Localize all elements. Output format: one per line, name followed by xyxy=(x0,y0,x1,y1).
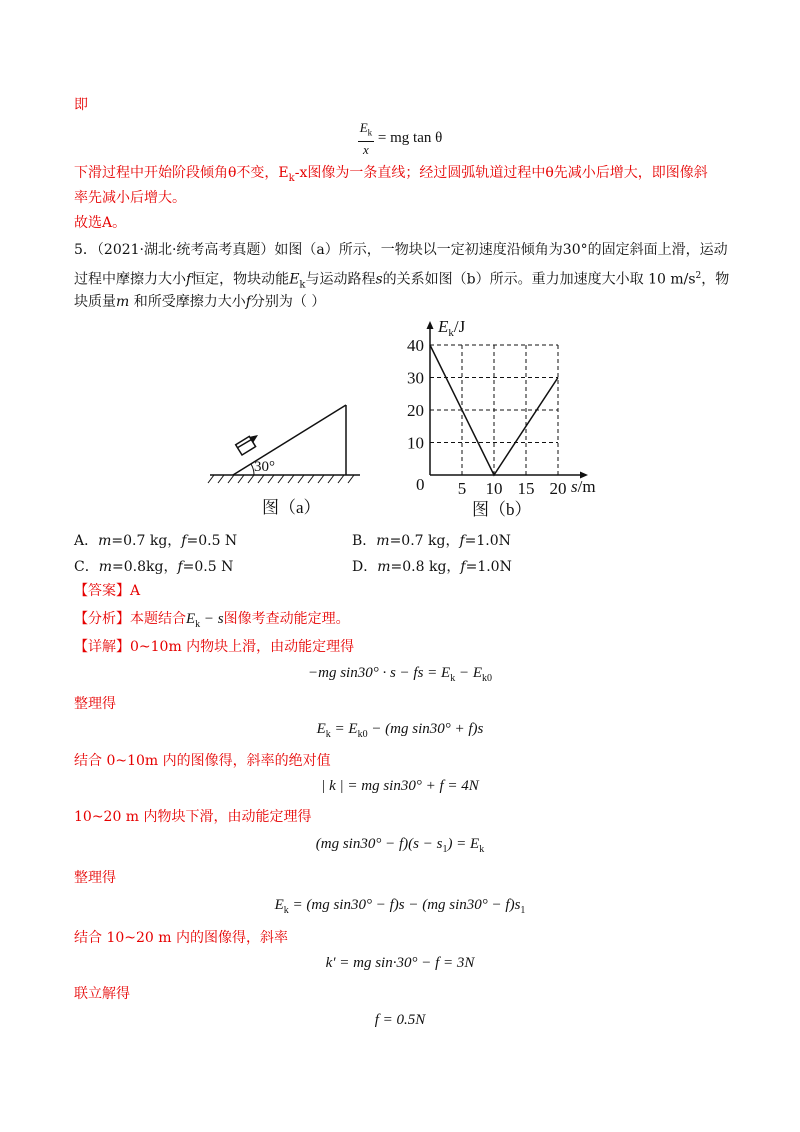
y-tick-label-10: 10 xyxy=(407,433,424,453)
question-line-1: 5．（2021·湖北·统考高考真题）如图（a）所示，一物块以一定初速度沿倾角为30°的固定斜面上滑，运动 xyxy=(74,242,728,258)
option-d[interactable]: D．m=0.8 kg，f=1.0N xyxy=(352,559,512,575)
chart-grid xyxy=(430,345,558,475)
equation-6: k′ = mg sin·30° − f = 3N xyxy=(325,955,475,971)
x-tick-label-5: 5 xyxy=(457,479,467,498)
detail-line: 【详解】0~10m 内物块上滑，由动能定理得 xyxy=(74,639,355,655)
angle-label: 30° xyxy=(254,459,275,475)
x-axis-label: s/m xyxy=(571,477,596,496)
figure-a-caption: 图（a） xyxy=(262,498,321,517)
equation-7: f = 0.5N xyxy=(374,1012,426,1028)
x-tick-label-10: 10 xyxy=(485,479,503,498)
x-tick-labels xyxy=(458,479,567,498)
text-zhengli-1: 整理得 xyxy=(74,696,116,712)
text-slope: 结合 10~20 m 内的图像得，斜率 xyxy=(74,930,288,946)
equation-2: $E_k = E_{k0} - (mg$ sin30° + f)s xyxy=(316,721,484,740)
text-solve: 联立解得 xyxy=(74,986,130,1002)
equation-5: $E_k = (mg$ sin30° − f)s − (mg $\sin 30^\circ - f)s_1$ xyxy=(274,897,526,916)
origin-label: 0 xyxy=(416,475,425,494)
text-zhengli-2: 整理得 xyxy=(74,870,116,886)
ground-hatching xyxy=(208,475,354,483)
y-tick-labels xyxy=(407,336,424,453)
answer-label: 【答案】A xyxy=(74,583,141,599)
question-line-3: 块质量m 和所受摩擦力大小f分别为（ ） xyxy=(74,294,326,310)
fraction: $\frac{E_k}{x}$ xyxy=(359,120,373,157)
option-c[interactable]: C．m=0.8kg，f=0.5 N xyxy=(74,559,234,575)
figure-b-chart xyxy=(400,312,610,522)
text-downhill: 10~20 m 内物块下滑，由动能定理得 xyxy=(74,809,312,825)
figure-b-caption: 图（b） xyxy=(472,500,532,519)
equation-3: | k | = mg sin30° + f = 4N xyxy=(321,778,479,794)
paragraph-line-1: 下滑过程中开始阶段倾角θ不变，$E_k-x$图像为一条直线；经过圆弧轨道过程中θ先减小后增大，即图像斜 xyxy=(74,165,708,184)
y-axis-label: $E_k/J$ xyxy=(438,317,466,339)
previous-answer: 故选A。 xyxy=(74,215,127,231)
equation-4: (mg $\sin 30^\circ - f)(s - s_1) = E_k$ xyxy=(315,836,485,855)
y-tick-label-40: 40 xyxy=(407,336,424,355)
y-axis-arrow-icon xyxy=(427,321,434,329)
option-b[interactable]: B．m=0.7 kg，f=1.0N xyxy=(352,533,511,549)
text-slope-abs: 结合 0~10m 内的图像得，斜率的绝对值 xyxy=(74,753,331,769)
question-line-2: 过程中摩擦力大小f恒定，物块动能$E_k$与运动路程s的关系如图（b）所示。重力加速度大小取 10 $m/s^2$，物 xyxy=(74,271,730,291)
text-ji: 即 xyxy=(74,97,88,113)
analysis-line: 【分析】本题结合$E_k - s$图像考查动能定理。 xyxy=(74,611,350,630)
formula-rhs: = mg tan θ xyxy=(377,130,443,147)
paragraph-line-2: 率先减小后增大。 xyxy=(74,190,186,206)
x-tick-label-15: 15 xyxy=(517,479,535,498)
figure-a-incline xyxy=(200,395,370,520)
formula-ek-over-x xyxy=(0,120,800,158)
y-tick-label-20: 20 xyxy=(407,401,424,420)
option-a[interactable]: A．m=0.7 kg，f=0.5 N xyxy=(74,533,238,549)
y-tick-label-30: 30 xyxy=(407,368,424,388)
x-tick-label-20: 20 xyxy=(549,479,567,498)
equation-1: −mg sin30° · s − fs = $E_k - E_{k0}$ xyxy=(307,665,492,684)
